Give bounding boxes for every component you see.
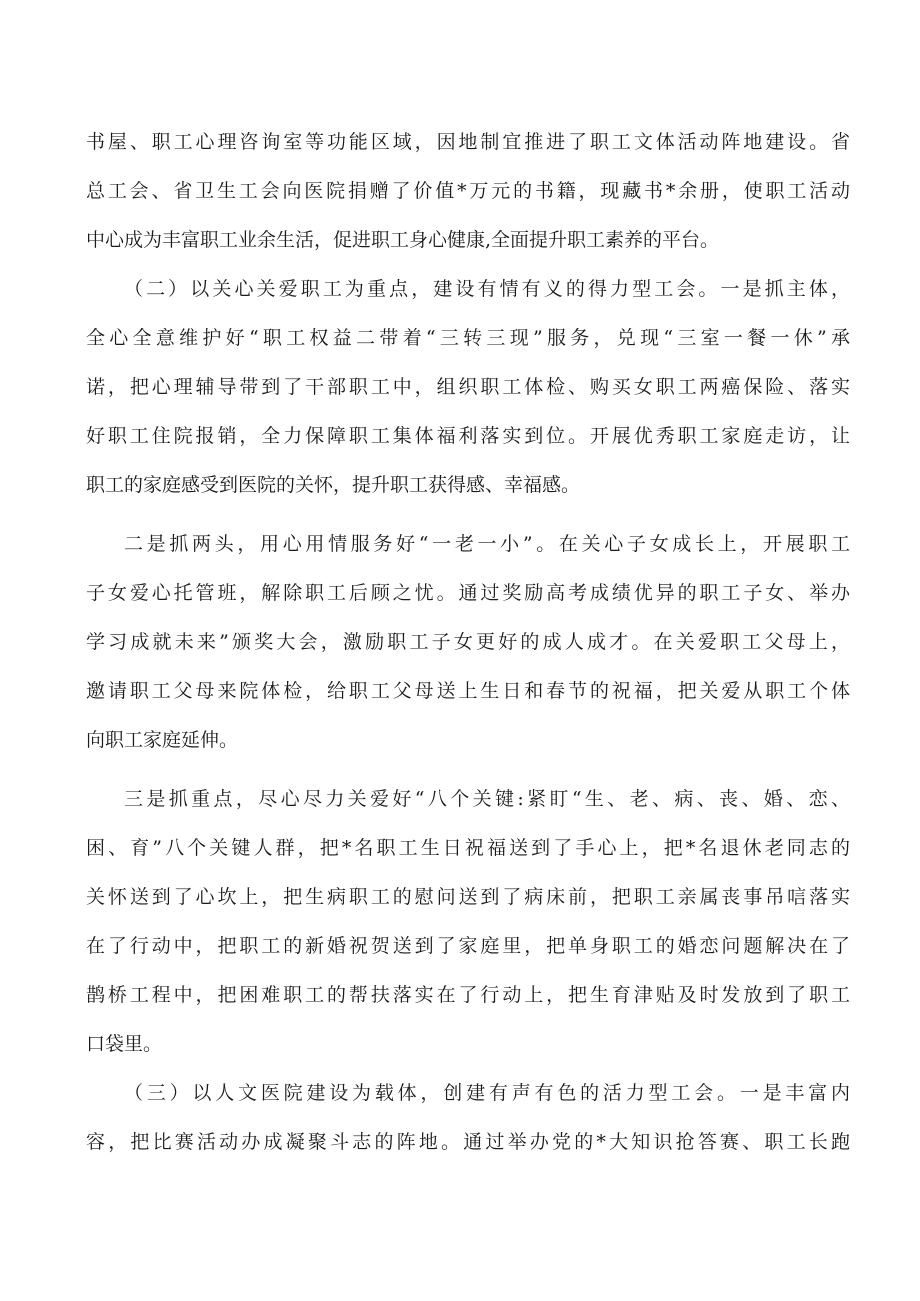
text-line: 在了行动中，把职工的新婚祝贺送到了家庭里，把单身职工的婚恋问题解决在了 [86, 935, 850, 957]
text-line: 学习成就未来”颁奖大会，激励职工子女更好的成人成才。在关爱职工父母上， [86, 631, 850, 653]
text-line: 诺，把心理辅导带到了干部职工中，组织职工体检、购买女职工两癌保险、落实 [86, 376, 850, 398]
text-line: 向职工家庭延伸。 [86, 729, 239, 751]
text-line: 子女爱心托管班，解除职工后顾之忧。通过奖励高考成绩优异的职工子女、举办 [86, 582, 850, 604]
paragraph-5 [86, 1075, 850, 1173]
text-line: 三是抓重点，尽心尽力关爱好“八个关键:紧盯“生、老、病、丧、婚、恋、 [124, 788, 850, 810]
text-line: 容，把比赛活动办成凝聚斗志的阵地。通过举办党的*大知识抢答赛、职工长跑 [86, 1131, 850, 1153]
text-line: （三）以人文医院建设为载体，创建有声有色的活力型工会。一是丰富内 [124, 1082, 850, 1104]
text-line: 二是抓两头，用心用情服务好“一老一小”。在关心子女成长上，开展职工 [124, 533, 850, 555]
text-line: 鹊桥工程中，把困难职工的帮扶落实在了行动上，把生育津贴及时发放到了职工 [86, 984, 850, 1006]
text-line: 困、育”八个关键人群，把*名职工生日祝福送到了手心上，把*名退休老同志的 [86, 837, 850, 859]
paragraph-3 [86, 526, 850, 771]
text-line: 关怀送到了心坎上，把生病职工的慰问送到了病床前，把职工亲属丧事吊唁落实 [86, 886, 850, 908]
paragraph-4 [86, 781, 850, 1075]
text-line: 总工会、省卫生工会向医院捐赠了价值*万元的书籍，现藏书*余册，使职工活动 [86, 180, 850, 202]
text-line: 邀请职工父母来院体检，给职工父母送上生日和春节的祝福，把关爱从职工个体 [86, 680, 850, 702]
document-body [86, 124, 850, 1173]
text-line: 职工的家庭感受到医院的关怀，提升职工获得感、幸福感。 [86, 474, 581, 496]
text-line: 全心全意维护好“职工权益二带着“三转三现”服务，兑现“三室一餐一休”承 [86, 327, 850, 349]
paragraph-1 [86, 124, 850, 271]
text-line: 好职工住院报销，全力保障职工集体福利落实到位。开展优秀职工家庭走访，让 [86, 425, 850, 447]
text-line: 中心成为丰富职工业余生活，促进职工身心健康,全面提升职工素养的平台。 [86, 229, 720, 251]
text-line: 口袋里。 [86, 1033, 163, 1055]
text-line: 书屋、职工心理咨询室等功能区域，因地制宜推进了职工文体活动阵地建设。省 [86, 131, 850, 153]
text-line: （二）以关心关爱职工为重点，建设有情有义的得力型工会。一是抓主体， [124, 278, 850, 300]
paragraph-2 [86, 271, 850, 516]
